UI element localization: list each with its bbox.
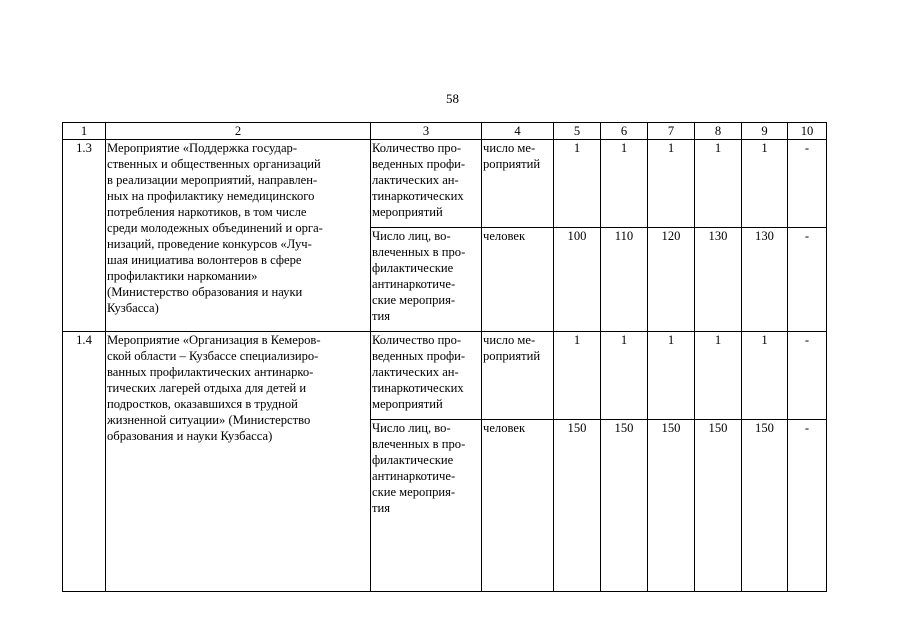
page-number: 58	[446, 91, 459, 106]
row-number: 1.3	[63, 140, 106, 332]
header-cell: 3	[371, 123, 482, 140]
indicator-unit: число ме- роприятий	[482, 332, 554, 420]
header-cell: 10	[788, 123, 827, 140]
indicator-name: Количество про- веденных профи- лактических ан- тинаркотических мероприятий	[371, 140, 482, 228]
indicator-unit: человек	[482, 420, 554, 592]
table-row	[63, 332, 827, 420]
value-cell: 130	[742, 228, 788, 332]
value-cell: 130	[695, 228, 742, 332]
value-cell: 150	[695, 420, 742, 592]
header-cell: 9	[742, 123, 788, 140]
value-cell: 1	[695, 332, 742, 420]
value-cell: 120	[648, 228, 695, 332]
value-cell: 1	[695, 140, 742, 228]
value-cell: 1	[601, 332, 648, 420]
header-cell: 1	[63, 123, 106, 140]
header-cell: 7	[648, 123, 695, 140]
value-cell: 110	[601, 228, 648, 332]
header-cell: 2	[106, 123, 371, 140]
value-cell: 1	[648, 140, 695, 228]
indicator-name: Число лиц, во- влеченных в про- филактические антинаркотиче- ские мероприя- тия	[371, 420, 482, 592]
value-cell: 150	[742, 420, 788, 592]
header-cell: 5	[554, 123, 601, 140]
header-cell: 4	[482, 123, 554, 140]
value-cell: 1	[648, 332, 695, 420]
event-description: Мероприятие «Поддержка государ- ственных и общественных организаций в реализации мероприятий, направлен- ных на профилактику немедицинского потребления наркотиков, в том числе среди молодежных объединений и орга- низаций, проведение конкурсов «Луч- шая инициатива волонтеров в сфере профилактики наркомании» (Министерство образования и науки Кузбасса)	[106, 140, 371, 332]
indicator-name: Количество про- веденных профи- лактических ан- тинаркотических мероприятий	[371, 332, 482, 420]
indicator-unit: человек	[482, 228, 554, 332]
value-cell: 150	[554, 420, 601, 592]
value-cell: 1	[601, 140, 648, 228]
value-cell: 1	[742, 140, 788, 228]
value-cell: -	[788, 420, 827, 592]
header-cell: 6	[601, 123, 648, 140]
program-table	[62, 122, 827, 592]
value-cell: 1	[554, 332, 601, 420]
event-description: Мероприятие «Организация в Кемеров- ской области – Кузбассе специализиро- ванных профилактических антинарко- тических лагерей отдыха для детей и подростков, оказавшихся в трудной жизненной ситуации» (Министерство образования и науки Кузбасса)	[106, 332, 371, 592]
value-cell: 1	[742, 332, 788, 420]
header-row	[63, 123, 827, 140]
value-cell: 1	[554, 140, 601, 228]
row-number: 1.4	[63, 332, 106, 592]
value-cell: 150	[648, 420, 695, 592]
value-cell: 100	[554, 228, 601, 332]
header-cell: 8	[695, 123, 742, 140]
value-cell: -	[788, 332, 827, 420]
value-cell: -	[788, 228, 827, 332]
indicator-unit: число ме- роприятий	[482, 140, 554, 228]
table-row	[63, 140, 827, 228]
value-cell: 150	[601, 420, 648, 592]
value-cell: -	[788, 140, 827, 228]
indicator-name: Число лиц, во- влеченных в про- филактические антинаркотиче- ские мероприя- тия	[371, 228, 482, 332]
